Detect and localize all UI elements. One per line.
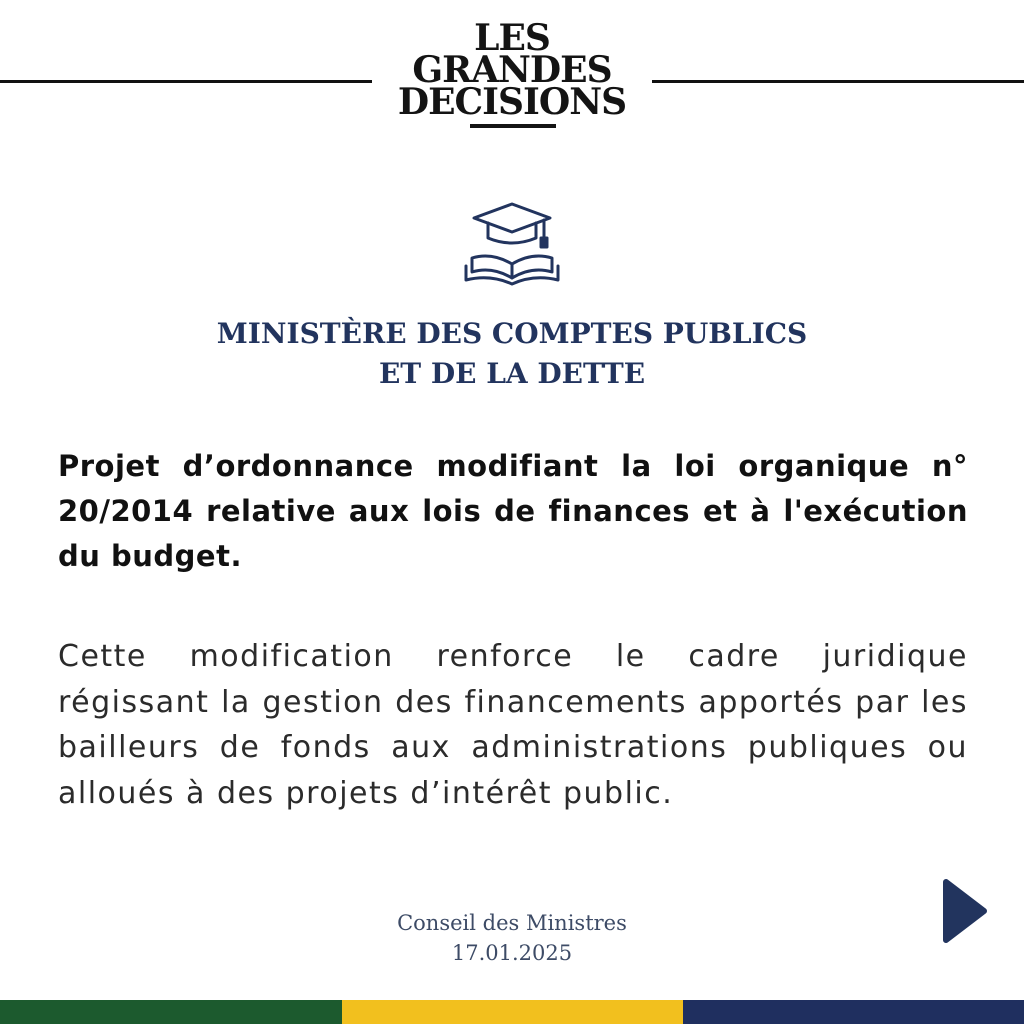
- council-date: 17.01.2025: [451, 941, 573, 965]
- next-arrow-button[interactable]: [940, 876, 990, 946]
- decision-title: Projet d’ordonnance modifiant la loi organique n° 20/2014 relative aux lois de finances et à l'exécution du budget.: [58, 449, 968, 573]
- ministry-name: [0, 314, 1024, 394]
- flag-band-blue: [683, 1000, 1024, 1024]
- ministry-line-1: MINISTÈRE DES COMPTES PUBLICS: [216, 317, 808, 350]
- header-rule-right: [652, 80, 1024, 83]
- logo-underline: [470, 124, 556, 128]
- triangle-right-icon: [946, 882, 984, 940]
- logo-line-2: GRANDES: [412, 49, 612, 91]
- graduation-cap-book-icon: [462, 200, 562, 286]
- ministry-line-2: ET DE LA DETTE: [378, 357, 646, 390]
- logo: [372, 17, 652, 123]
- footer: [0, 908, 1024, 968]
- header-rule-left: [0, 80, 372, 83]
- logo-line-3: DECISIONS: [397, 81, 627, 123]
- flag-band-yellow: [342, 1000, 683, 1024]
- flag-band-green: [0, 1000, 342, 1024]
- council-label: Conseil des Ministres: [397, 911, 627, 935]
- decision-description: Cette modification renforce le cadre juridique régissant la gestion des financements apportés par les bailleurs de fonds aux administrations publiques ou alloués à des projets d’intérêt public.: [58, 639, 968, 811]
- logo-line-1: LES: [474, 17, 550, 59]
